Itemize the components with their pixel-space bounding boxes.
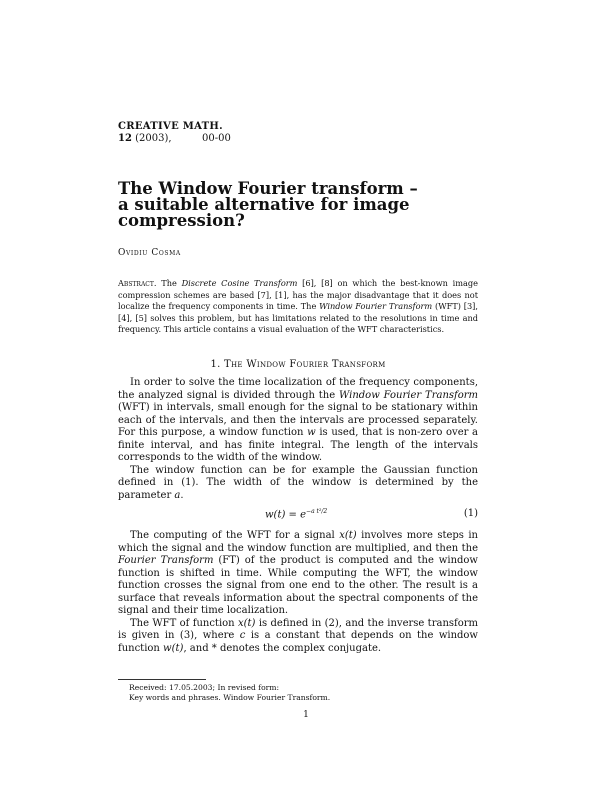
abstract-emph-1: Discrete Cosine Transform bbox=[181, 278, 298, 288]
p2-text-2: . bbox=[180, 489, 184, 501]
paragraph-3 bbox=[118, 530, 478, 618]
title-line-1: The Window Fourier transform – bbox=[118, 179, 418, 198]
p2-var-1: a bbox=[174, 489, 181, 501]
equation-exponent: −a t²/2 bbox=[306, 508, 328, 515]
equation-number: (1) bbox=[463, 508, 478, 519]
p1-emph-1: Window Fourier Transform bbox=[339, 389, 478, 401]
p3-emph-1: Fourier Transform bbox=[118, 555, 214, 566]
p1-var-1: w bbox=[307, 427, 316, 438]
abstract-text-1: The bbox=[156, 278, 182, 288]
abstract-label: Abstract. bbox=[118, 278, 157, 288]
equation-formula bbox=[265, 508, 327, 520]
abstract bbox=[118, 278, 478, 336]
paragraph-4 bbox=[118, 618, 478, 656]
abstract-emph-2: Window Fourier Transform bbox=[319, 301, 433, 312]
title-line-2: a suitable alternative for image bbox=[118, 195, 410, 214]
p1-text-3: is used, that is non-zero over a finite interval, and has finite integral. The length of the intervals corresponds to the width of the window. bbox=[118, 427, 478, 463]
p4-text-2: is defined in (2), and the inverse transform is given in (3), where bbox=[118, 617, 478, 641]
p1-text-2: (WFT) in intervals, small enough for the signal to be stationary within each of the intervals, and then the intervals are processed separately. For this purpose, a window function bbox=[118, 402, 478, 438]
p4-text-1: The WFT of function bbox=[130, 617, 238, 629]
p4-text-3: is a constant that depends on the window function bbox=[118, 630, 478, 654]
p3-text-3: (FT) of the product is computed and the window function is shifted in time. While computing the WFT, the window function crosses the signal from one end to the other. The result is a surface that reveals information about the spectral components of the signal and their time localization. bbox=[118, 555, 478, 616]
p3-text-2: involves more steps in which the signal and the window function are multiplied, and then the bbox=[118, 530, 478, 554]
p2-text-1: The window function can be for example the Gaussian function defined in (1). The width of the window is determined by the parameter bbox=[118, 464, 478, 501]
body-block-2 bbox=[118, 530, 478, 655]
author-name: Ovidiu Cosma bbox=[118, 248, 181, 258]
p3-text-1: The computing of the WFT for a signal bbox=[130, 530, 340, 541]
p1-text-1: In order to solve the time localization of the frequency components, the analyzed signal is divided through the bbox=[118, 377, 478, 401]
footnote-keywords: Key words and phrases. Window Fourier Transform. bbox=[129, 693, 331, 702]
paragraph-2 bbox=[118, 465, 478, 503]
journal-pages: 00-00 bbox=[202, 133, 231, 144]
equation-lhs: w(t) = e bbox=[265, 509, 307, 521]
section-heading: 1. The Window Fourier Transform bbox=[210, 359, 386, 370]
p4-var-2: c bbox=[239, 630, 246, 641]
abstract-text-3: (WFT) [3], [4], [5] solves this problem, but has limitations related to the resolutions in time and frequency. This article contains a visual evaluation of the WFT characteristics. bbox=[118, 301, 478, 335]
p4-text-4: , and * denotes the complex conjugate. bbox=[183, 642, 382, 654]
body-block-1 bbox=[118, 377, 478, 502]
paragraph-1 bbox=[118, 377, 478, 465]
journal-volume bbox=[118, 133, 172, 144]
volume-number: 12 bbox=[118, 133, 132, 144]
title-line-3: compression? bbox=[118, 211, 245, 230]
journal-name: CREATIVE MATH. bbox=[118, 121, 223, 132]
footnote-received: Received: 17.05.2003; In revised form: bbox=[129, 683, 280, 692]
p4-var-3: w(t) bbox=[163, 642, 184, 654]
p4-var-1: x(t) bbox=[237, 617, 256, 629]
page-number: 1 bbox=[303, 710, 309, 720]
p3-var-1: x(t) bbox=[339, 530, 357, 541]
abstract-text-2: [6], [8] on which the best-known image compression schemes are based [7], [1], has the major disadvantage that it does not localize the frequency components in time. The bbox=[118, 278, 478, 312]
footnote-rule bbox=[118, 679, 206, 680]
volume-year: (2003), bbox=[131, 133, 172, 144]
paper-title bbox=[118, 181, 498, 229]
